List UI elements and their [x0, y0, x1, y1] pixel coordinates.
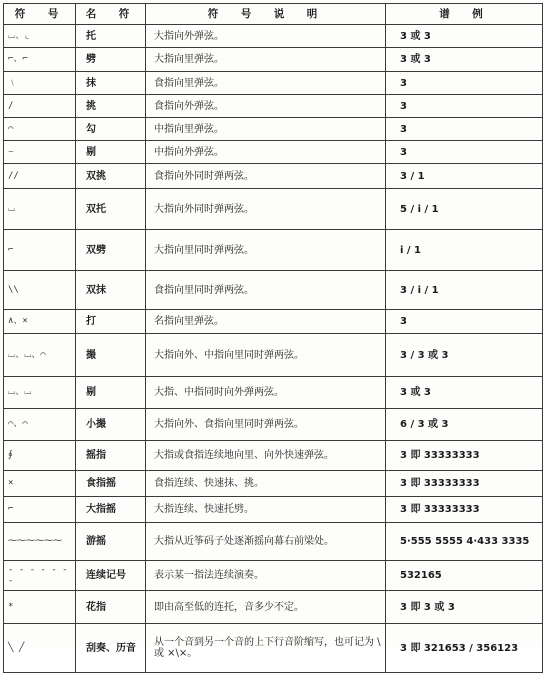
description-cell: 大指向外、中指向里同时弹两弦。 [146, 334, 386, 377]
table-row [4, 523, 543, 561]
header-row [4, 4, 543, 25]
table-row [4, 591, 543, 624]
table-row [4, 95, 543, 118]
table-row [4, 334, 543, 377]
table-row [4, 164, 543, 189]
header-symbol: 符 号 [4, 4, 76, 25]
name-cell: 游摇 [76, 523, 146, 561]
example-cell: 3 / 3 或 3 [386, 334, 543, 377]
table-row [4, 72, 543, 95]
description-cell: 中指向里弹弦。 [146, 118, 386, 141]
symbol-cell: ∕ [4, 95, 76, 118]
table-body [4, 25, 543, 673]
description-cell: 食指向里同时弹两弦。 [146, 271, 386, 310]
example-cell: 3 即 321653 / 356123 [386, 624, 543, 673]
example-cell: 3 或 3 [386, 48, 543, 72]
symbol-cell: ⌒、⌒ [4, 409, 76, 441]
table-row [4, 141, 543, 164]
name-cell: 双抹 [76, 271, 146, 310]
name-cell: 连续记号 [76, 561, 146, 591]
example-cell: 3 / 1 [386, 164, 543, 189]
description-cell: 大指从近筝码子处逐渐摇向幕右前梁处。 [146, 523, 386, 561]
name-cell: 摇指 [76, 441, 146, 471]
notation-table [3, 3, 543, 673]
example-cell: 3 即 33333333 [386, 471, 543, 497]
description-cell: 大指向外、食指向里同时弹两弦。 [146, 409, 386, 441]
symbol-cell: ⌐、⌐ [4, 48, 76, 72]
description-cell: 大指向里弹弦。 [146, 48, 386, 72]
name-cell: 大指摇 [76, 497, 146, 523]
name-cell: 双挑 [76, 164, 146, 189]
description-cell: 从一个音到另一个音的上下行音阶缩写，也可记为 \ 或 ×\×。 [146, 624, 386, 673]
symbol-cell: \\ [4, 271, 76, 310]
symbol-cell: ⌴、⌴ [4, 377, 76, 409]
name-cell: 劈 [76, 48, 146, 72]
name-cell: 剔 [76, 377, 146, 409]
table-row [4, 377, 543, 409]
example-cell: 3 [386, 141, 543, 164]
symbol-cell: ╲ ╱ [4, 624, 76, 673]
symbol-cell: ⌐ [4, 230, 76, 271]
symbol-cell: ﹨ [4, 72, 76, 95]
example-cell: 3 即 33333333 [386, 441, 543, 471]
symbol-cell: ⌴、⌞ [4, 25, 76, 48]
description-cell: 食指向外同时弹两弦。 [146, 164, 386, 189]
example-cell: 3 即 3 或 3 [386, 591, 543, 624]
table-row [4, 118, 543, 141]
description-cell: 大指向外同时弹两弦。 [146, 189, 386, 230]
name-cell: 双劈 [76, 230, 146, 271]
name-cell: 小撮 [76, 409, 146, 441]
example-cell: 532165 [386, 561, 543, 591]
description-cell: 食指向外弹弦。 [146, 95, 386, 118]
description-cell: 名指向里弹弦。 [146, 310, 386, 334]
name-cell: 抹 [76, 72, 146, 95]
table-row [4, 271, 543, 310]
symbol-cell: ⌐ [4, 497, 76, 523]
table-row [4, 25, 543, 48]
header-name: 名 符 [76, 4, 146, 25]
symbol-cell: × [4, 471, 76, 497]
table-row [4, 497, 543, 523]
table-row [4, 471, 543, 497]
name-cell: 挑 [76, 95, 146, 118]
table-row [4, 624, 543, 673]
symbol-cell: - - - - - - - [4, 561, 76, 591]
name-cell: 打 [76, 310, 146, 334]
symbol-cell: * [4, 591, 76, 624]
example-cell: 6 / 3 或 3 [386, 409, 543, 441]
description-cell: 表示某一指法连续演奏。 [146, 561, 386, 591]
symbol-cell: ⌴ [4, 189, 76, 230]
name-cell: 双托 [76, 189, 146, 230]
description-cell: 食指向里弹弦。 [146, 72, 386, 95]
symbol-cell: ⌣ [4, 141, 76, 164]
header-description: 符 号 说 明 [146, 4, 386, 25]
table-row [4, 561, 543, 591]
description-cell: 中指向外弹弦。 [146, 141, 386, 164]
example-cell: 3 即 33333333 [386, 497, 543, 523]
example-cell: 3 [386, 95, 543, 118]
example-cell: 5·555 5555 4·433 3335 [386, 523, 543, 561]
table-row [4, 409, 543, 441]
example-cell: 3 [386, 118, 543, 141]
description-cell: 大指向外弹弦。 [146, 25, 386, 48]
table-row [4, 230, 543, 271]
example-cell: 3 / i / 1 [386, 271, 543, 310]
symbol-cell: ⌴、⌴、⌒ [4, 334, 76, 377]
table-row [4, 48, 543, 72]
name-cell: 撮 [76, 334, 146, 377]
example-cell: 5 / i / 1 [386, 189, 543, 230]
name-cell: 食指摇 [76, 471, 146, 497]
symbol-cell: ⌒ [4, 118, 76, 141]
description-cell: 即由高至低的连托，音多少不定。 [146, 591, 386, 624]
name-cell: 刮奏、历音 [76, 624, 146, 673]
symbol-cell: ⁓⁓⁓⁓⁓⁓ [4, 523, 76, 561]
name-cell: 勾 [76, 118, 146, 141]
table-row [4, 189, 543, 230]
description-cell: 大指或食指连续地向里、向外快速弹弦。 [146, 441, 386, 471]
example-cell: i / 1 [386, 230, 543, 271]
description-cell: 食指连续、快速抹、挑。 [146, 471, 386, 497]
description-cell: 大指向里同时弹两弦。 [146, 230, 386, 271]
table-row [4, 310, 543, 334]
name-cell: 托 [76, 25, 146, 48]
example-cell: 3 或 3 [386, 377, 543, 409]
description-cell: 大指、中指同时向外弹两弦。 [146, 377, 386, 409]
name-cell: 花指 [76, 591, 146, 624]
header-example: 谱 例 [386, 4, 543, 25]
symbol-cell: // [4, 164, 76, 189]
description-cell: 大指连续、快速托劈。 [146, 497, 386, 523]
name-cell: 剔 [76, 141, 146, 164]
symbol-cell: ∮ [4, 441, 76, 471]
example-cell: 3 或 3 [386, 25, 543, 48]
example-cell: 3 [386, 72, 543, 95]
symbol-cell: ∧、× [4, 310, 76, 334]
table-row [4, 441, 543, 471]
example-cell: 3 [386, 310, 543, 334]
